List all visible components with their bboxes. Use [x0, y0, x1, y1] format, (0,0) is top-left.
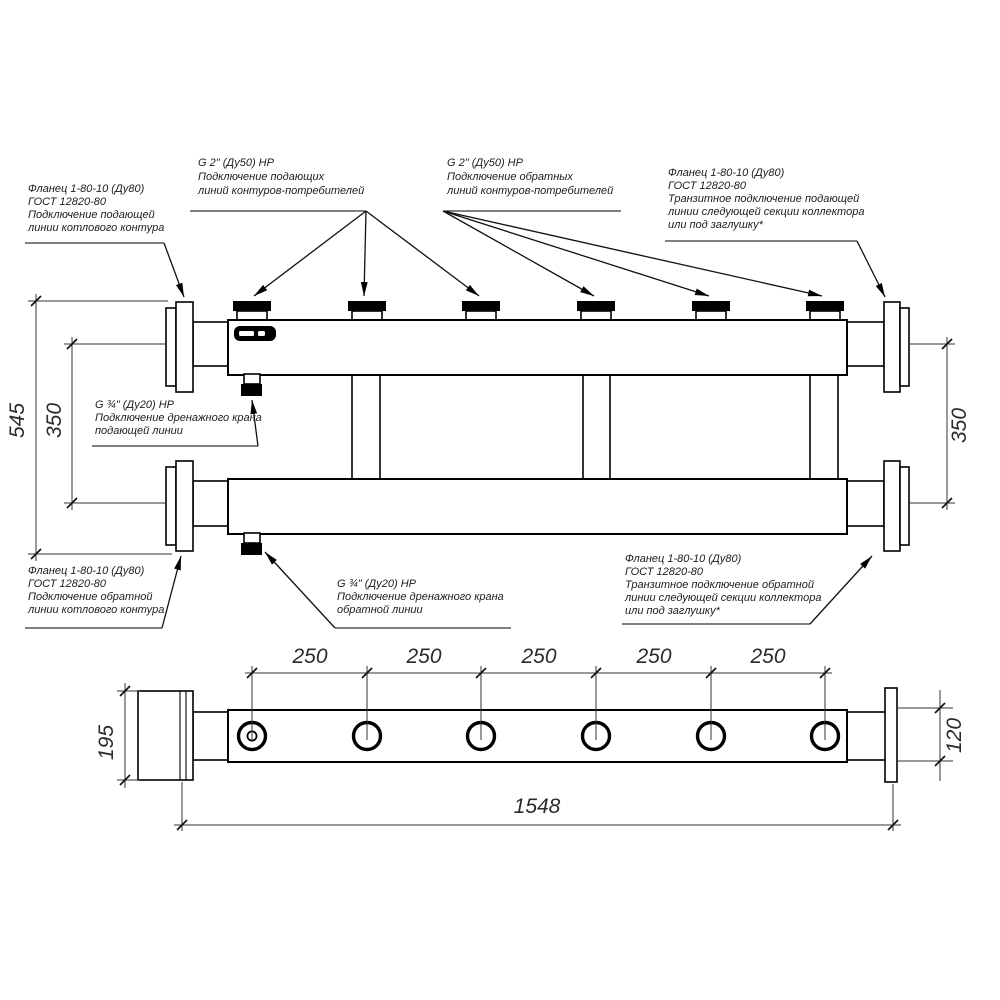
return-header-body [228, 479, 847, 534]
callout-leader-arrow [162, 556, 181, 628]
nozzle-cap [348, 301, 386, 311]
callout-line: G 2" (Ду50) НР [447, 157, 523, 169]
flange-plate [900, 467, 909, 545]
callout-line: Подключение обратной [28, 591, 153, 603]
dim-body-size [898, 690, 966, 781]
dim-text-250: 250 [406, 645, 442, 668]
flange-disc [884, 461, 900, 551]
callout-line: линии котлового контура [28, 604, 165, 616]
callout-supply-boiler-flange [25, 183, 184, 297]
riser-pipes [352, 374, 838, 480]
dim-text-250: 250 [750, 645, 786, 668]
nameplate-mark [258, 331, 265, 336]
nozzle-cap [692, 301, 730, 311]
flange-top-left [166, 302, 193, 392]
nameplate [234, 326, 276, 341]
plan-flange-right [885, 688, 897, 782]
dim-text-350-right: 350 [948, 407, 971, 443]
dim-text-350-left: 350 [43, 402, 66, 438]
callout-supply-consumers [190, 157, 479, 296]
callouts [25, 157, 885, 628]
callout-line: или под заглушку* [625, 605, 720, 617]
drain-cap [241, 543, 262, 555]
callout-line: Подключение подающих [198, 171, 325, 183]
callout-line: линий контуров-потребителей [447, 185, 614, 197]
callout-line: линии следующей секции коллектора [625, 592, 822, 604]
nozzle-cap [462, 301, 500, 311]
callout-line: линии следующей секции коллектора [668, 206, 865, 218]
callout-line: Фланец 1-80-10 (Ду80) [625, 553, 742, 565]
callout-leader-arrow [810, 556, 872, 624]
callout-line: G ¾" (Ду20) НР [337, 578, 417, 590]
pipe-stub-top-right [846, 322, 884, 366]
callout-line: линии котлового контура [28, 222, 165, 234]
callout-line: Транзитное подключение обратной [625, 579, 814, 591]
flange-disc [176, 302, 193, 392]
dim-text-250: 250 [636, 645, 672, 668]
nameplate-mark [239, 331, 254, 336]
dim-text-195: 195 [95, 724, 118, 760]
dim-pipe-spacing-right [910, 337, 971, 510]
dim-text-120: 120 [943, 717, 966, 753]
nozzle-cap [577, 301, 615, 311]
front-view [166, 301, 909, 555]
drain-stub [244, 374, 260, 384]
dim-text-250: 250 [292, 645, 328, 668]
callout-line: Подключение дренажного крана [337, 591, 504, 603]
flange-bottom-right [884, 461, 909, 551]
callout-leader-arrow [443, 211, 822, 296]
callout-drain-return [265, 552, 511, 628]
dim-flange-size [95, 683, 140, 788]
plan-pipe-stub-left [193, 712, 229, 760]
callout-line: Фланец 1-80-10 (Ду80) [28, 183, 145, 195]
nozzle-cap [806, 301, 844, 311]
flange-top-right [884, 302, 909, 392]
nozzle-cap [233, 301, 271, 311]
plan-pipe-stub-right [846, 712, 886, 760]
flange-plate [900, 308, 909, 386]
flange-plate [166, 308, 176, 386]
callout-transit-return-flange [622, 553, 872, 624]
callout-line: G 2" (Ду50) НР [198, 157, 274, 169]
callout-leader-arrow [857, 241, 885, 297]
dim-overall-length [174, 782, 901, 831]
callout-leader-arrow [443, 211, 594, 296]
consumer-nozzles [233, 301, 844, 321]
drain-cap [241, 384, 262, 396]
callout-line: Подключение дренажного крана [95, 412, 262, 424]
flange-plate [166, 467, 176, 545]
callout-line: обратной линии [337, 604, 423, 616]
callout-line: подающей линии [95, 425, 183, 437]
callout-line: ГОСТ 12820-80 [625, 566, 704, 578]
callout-line: Подключение обратных [447, 171, 573, 183]
callout-leader-arrow [164, 243, 184, 297]
callout-return-boiler-flange [25, 556, 181, 628]
callout-leader-arrow [265, 552, 335, 628]
dim-text-545: 545 [6, 402, 29, 438]
callout-line: Фланец 1-80-10 (Ду80) [668, 167, 785, 179]
pipe-stub-bottom-right [846, 481, 884, 526]
callout-leader-arrow [364, 211, 366, 296]
pipe-stub-top-left [193, 322, 229, 366]
flange-disc [176, 461, 193, 551]
callout-leader-arrow [366, 211, 479, 296]
callout-line: ГОСТ 12820-80 [28, 578, 107, 590]
plan-flange-left [138, 691, 193, 780]
plan-flange-block [138, 691, 193, 780]
flange-disc [884, 302, 900, 392]
callout-line: Подключение подающей [28, 209, 155, 221]
dim-text-250: 250 [521, 645, 557, 668]
callout-line: или под заглушку* [668, 219, 763, 231]
callout-line: линий контуров-потребителей [198, 185, 365, 197]
plan-body [228, 710, 847, 762]
callout-leader-arrow [254, 211, 366, 296]
dim-text-1548: 1548 [513, 795, 561, 818]
drain-fitting-return [241, 533, 262, 555]
callout-line: Фланец 1-80-10 (Ду80) [28, 565, 145, 577]
callout-line: G ¾" (Ду20) НР [95, 399, 175, 411]
supply-header-body [228, 320, 847, 375]
callout-line: ГОСТ 12820-80 [28, 196, 107, 208]
pipe-stub-bottom-left [193, 481, 229, 526]
callout-line: Транзитное подключение подающей [668, 193, 860, 205]
drain-stub [244, 533, 260, 543]
drain-fitting-supply [241, 374, 262, 396]
callout-line: ГОСТ 12820-80 [668, 180, 747, 192]
callout-drain-supply [92, 399, 262, 446]
flange-bottom-left [166, 461, 193, 551]
callout-transit-supply-flange [665, 167, 885, 297]
